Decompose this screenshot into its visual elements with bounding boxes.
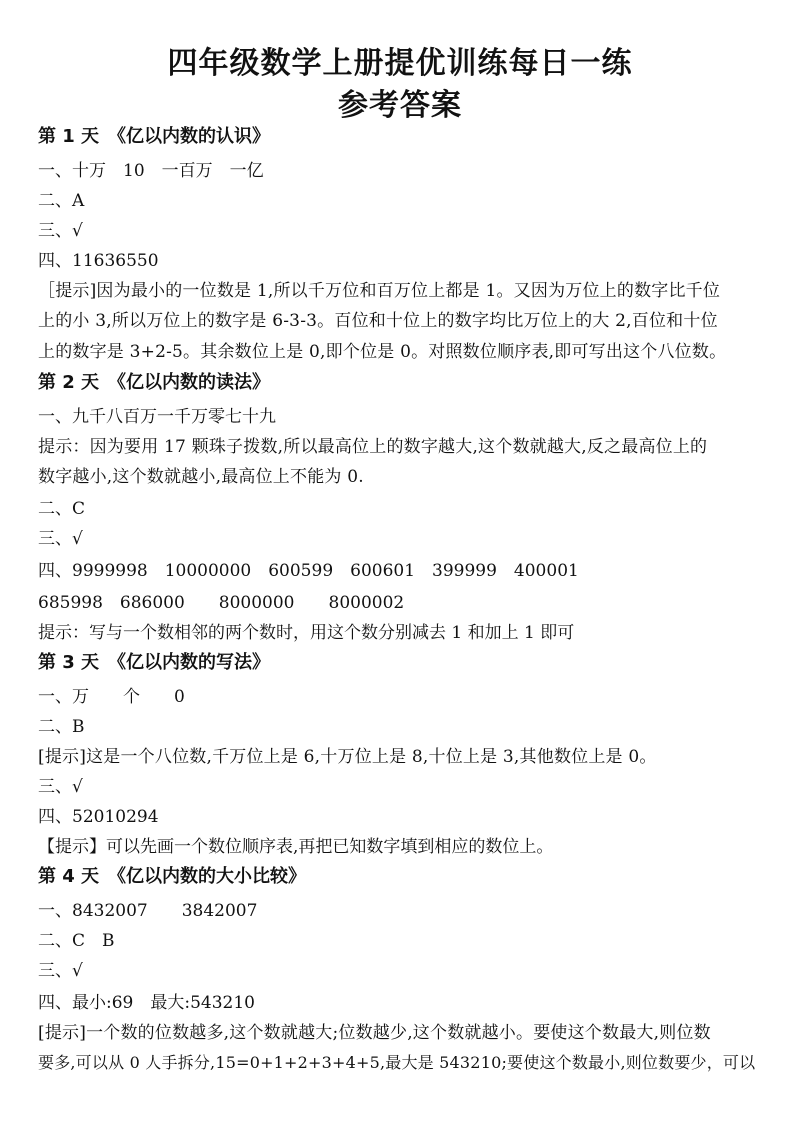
section-heading-day3: 第 3 天 《亿以内数的写法》 <box>38 652 271 673</box>
hint-line: 提示：因为要用 17 颗珠子拨数,所以最高位上的数字越大,这个数就越大,反之最高位上的 <box>38 437 708 457</box>
answer-line: 一、十万 10 一百万 一亿 <box>38 161 264 181</box>
hint-line: ［提示]因为最小的一位数是 1,所以千万位和百万位上都是 1。又因为万位上的数字比千位 <box>38 281 721 301</box>
hint-line: 数字越小,这个数就越小,最高位上不能为 0. <box>38 467 364 487</box>
answer-line: 二、A <box>38 191 85 211</box>
answer-line: 四、52010294 <box>38 807 159 827</box>
hint-line: 【提示】可以先画一个数位顺序表,再把已知数字填到相应的数位上。 <box>38 837 554 857</box>
answer-line: 三、√ <box>38 777 83 797</box>
answer-line: 四、11636550 <box>38 251 159 271</box>
hint-line: [提示]一个数的位数越多,这个数就越大;位数越少,这个数就越小。要使这个数最大,则位数 <box>38 1023 711 1043</box>
hint-line: 提示：写与一个数相邻的两个数时，用这个数分别减去 1 和加上 1 即可 <box>38 623 575 643</box>
answer-line: 一、8432007 3842007 <box>38 901 258 921</box>
answer-line: 三、√ <box>38 961 83 981</box>
page-subtitle: 参考答案 <box>338 88 462 123</box>
hint-line: [提示]这是一个八位数,千万位上是 6,十万位上是 8,十位上是 3,其他数位上是 0。 <box>38 747 657 767</box>
answer-line: 二、C B <box>38 931 115 951</box>
answer-line: 二、B <box>38 717 85 737</box>
answer-line: 四、最小:69 最大:543210 <box>38 993 255 1013</box>
answer-line: 二、C <box>38 499 86 519</box>
section-heading-day1: 第 1 天 《亿以内数的认识》 <box>38 126 271 147</box>
answer-line: 四、9999998 10000000 600599 600601 399999 400001 <box>38 561 579 581</box>
section-heading-day2: 第 2 天 《亿以内数的读法》 <box>38 372 271 393</box>
answer-line: 一、万 个 0 <box>38 687 185 707</box>
hint-line: 要多,可以从 0 人手拆分,15=0+1+2+3+4+5,最大是 543210;要使这个数最小,则位数要少，可以 <box>38 1053 756 1072</box>
page-title: 四年级数学上册提优训练每日一练 <box>167 46 633 81</box>
answer-line: 三、√ <box>38 529 83 549</box>
hint-line: 上的小 3,所以万位上的数字是 6-3-3。百位和十位上的数字均比万位上的大 2,百位和十位 <box>38 311 718 331</box>
hint-line: 上的数字是 3+2-5。其余数位上是 0,即个位是 0。对照数位顺序表,即可写出这个八位数。 <box>38 342 727 362</box>
section-heading-day4: 第 4 天 《亿以内数的大小比较》 <box>38 866 307 887</box>
answer-line: 三、√ <box>38 221 83 241</box>
answer-line: 一、九千八百万一千万零七十九 <box>38 407 276 427</box>
answer-line: 685998 686000 8000000 8000002 <box>38 593 405 613</box>
